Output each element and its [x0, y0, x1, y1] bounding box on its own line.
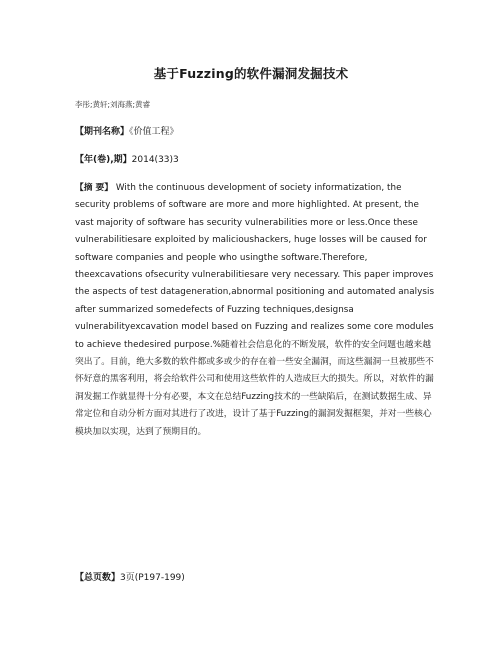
paper-authors: 李彤;黄轩;刘海燕;黄睿 — [75, 100, 151, 109]
abstract-english-text: With the continuous development of society informatization, the security problems of software are more and more highlighted. At present, the vast majority of software has security vulnerabilities more or less.Once these vulnerabilitiesare exploited by malicioushackers, huge losses will be caused for software companies and people who usingthe software.Therefore, theexcavations ofsecurity vulnerabilitiesare very necessary. This paper improves the aspects of test datageneration,abnormal positioning and automated analysis after summarized somedefects of Fuzzing techniques,designsa vulnerabilityexcavation model based on Fuzzing and realizes some core modules to achieve thedesired purpose. — [75, 183, 435, 350]
abstract-label: 【摘 要】 — [75, 183, 114, 193]
abstract-block — [75, 180, 435, 441]
abstract-chinese-text: %随着社会信息化的不断发展，软件的安全问题也越来越突出了。目前，绝大多数的软件都或多或少的存在着一些安全漏洞，而这些漏洞一旦被那些不怀好意的黑客利用，将会给软件公司和使用这些软件的人造成巨大的损失。所以，对软件的漏洞发掘工作就显得十分有必要，本文在总结Fuzzing技术的一些缺陷后，在测试数据生成、异常定位和自动分析方面对其进行了改进，设计了基于Fuzzing的漏洞发掘框架，并对一些核心模块加以实现，达到了预期目的。 — [75, 339, 434, 437]
year-issue-field — [75, 152, 179, 168]
total-pages-value: 3页(P197-199) — [120, 573, 185, 583]
year-issue-value: 2014(33)3 — [131, 155, 179, 165]
total-pages-label: 【总页数】 — [75, 573, 121, 583]
paper-title: 基于Fuzzing的软件漏洞发掘技术 — [153, 66, 349, 81]
journal-field — [75, 124, 179, 140]
year-issue-label: 【年(卷),期】 — [75, 155, 132, 165]
total-pages-field — [75, 570, 185, 586]
journal-label: 【期刊名称】 — [75, 127, 130, 137]
journal-value: 《价值工程》 — [129, 127, 179, 137]
